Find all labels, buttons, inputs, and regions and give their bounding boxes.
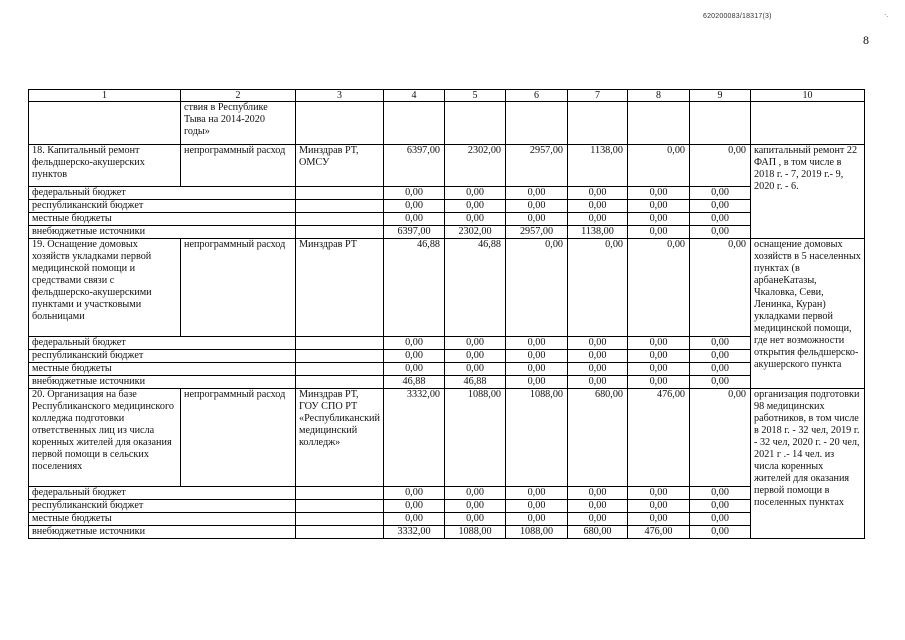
table-cell xyxy=(296,487,384,500)
funding-row xyxy=(29,200,865,213)
value-cell: 0,00 xyxy=(628,239,690,337)
value-cell: 3332,00 xyxy=(384,389,445,487)
value-cell: 0,00 xyxy=(384,487,445,500)
budget-table xyxy=(28,89,865,539)
funding-source-label: республиканский бюджет xyxy=(29,350,296,363)
value-cell: 0,00 xyxy=(445,363,506,376)
value-cell: 6397,00 xyxy=(384,145,445,187)
column-number: 8 xyxy=(628,90,690,102)
value-cell: 1138,00 xyxy=(568,226,628,239)
value-cell: 0,00 xyxy=(690,213,751,226)
column-number: 2 xyxy=(181,90,296,102)
value-cell: 0,00 xyxy=(690,487,751,500)
table-cell xyxy=(296,350,384,363)
value-cell: 0,00 xyxy=(628,350,690,363)
table-cell xyxy=(29,102,181,145)
value-cell: 0,00 xyxy=(690,187,751,200)
value-cell: 0,00 xyxy=(690,337,751,350)
funding-row xyxy=(29,187,865,200)
funding-row xyxy=(29,226,865,239)
funding-source-label: внебюджетные источники xyxy=(29,226,296,239)
value-cell: 0,00 xyxy=(384,513,445,526)
column-number: 4 xyxy=(384,90,445,102)
document-id: 620200083/18317(3) xyxy=(703,13,772,20)
value-cell: 2302,00 xyxy=(445,226,506,239)
value-cell: 0,00 xyxy=(690,145,751,187)
funding-source-label: внебюджетные источники xyxy=(29,376,296,389)
table-cell xyxy=(296,200,384,213)
value-cell: 0,00 xyxy=(690,526,751,539)
table-cell xyxy=(296,500,384,513)
value-cell: 0,00 xyxy=(506,487,568,500)
funding-source-label: местные бюджеты xyxy=(29,513,296,526)
value-cell: 0,00 xyxy=(384,363,445,376)
value-cell: 0,00 xyxy=(628,187,690,200)
value-cell: 2957,00 xyxy=(506,145,568,187)
funding-source-label: федеральный бюджет xyxy=(29,487,296,500)
value-cell: 0,00 xyxy=(568,513,628,526)
value-cell: 0,00 xyxy=(628,200,690,213)
funding-row xyxy=(29,376,865,389)
section-main-row xyxy=(29,239,865,337)
value-cell: 0,00 xyxy=(690,350,751,363)
funding-source-label: республиканский бюджет xyxy=(29,200,296,213)
value-cell: 1088,00 xyxy=(506,389,568,487)
value-cell: 0,00 xyxy=(628,145,690,187)
value-cell: 0,00 xyxy=(568,487,628,500)
value-cell: 0,00 xyxy=(445,500,506,513)
table-cell xyxy=(296,187,384,200)
table-cell xyxy=(751,102,865,145)
section-title: 20. Организация на базе Республиканского медицинского колледжа подготовки ответственных лиц из числа коренных жителей для оказания первой помощи в сельских поселениях xyxy=(29,389,181,487)
table-cell xyxy=(296,213,384,226)
value-cell: 680,00 xyxy=(568,389,628,487)
table-cell xyxy=(296,226,384,239)
value-cell: 0,00 xyxy=(445,487,506,500)
value-cell: 0,00 xyxy=(384,500,445,513)
section-type: непрограммный расход xyxy=(181,145,296,187)
value-cell: 0,00 xyxy=(690,389,751,487)
section-main-row xyxy=(29,389,865,487)
value-cell: 0,00 xyxy=(568,200,628,213)
table-cell xyxy=(506,102,568,145)
value-cell: 0,00 xyxy=(506,239,568,337)
value-cell: 0,00 xyxy=(568,213,628,226)
column-number: 6 xyxy=(506,90,568,102)
value-cell: 0,00 xyxy=(628,226,690,239)
funding-row xyxy=(29,350,865,363)
funding-source-label: федеральный бюджет xyxy=(29,337,296,350)
value-cell: 0,00 xyxy=(628,363,690,376)
table-cell xyxy=(296,526,384,539)
funding-row xyxy=(29,500,865,513)
section-executor: Минздрав РТ, ОМСУ xyxy=(296,145,384,187)
value-cell: 0,00 xyxy=(568,350,628,363)
value-cell: 0,00 xyxy=(690,200,751,213)
table-cell xyxy=(296,337,384,350)
value-cell: 0,00 xyxy=(506,513,568,526)
section-result: оснащение домовых хозяйств в 5 населенных пунктах (в арбанеКатазы, Чкаловка, Севи, Ленинка, Куран) укладками первой медицинской помощи, где нет возможности открытия фельдшерско-акушерского пункта xyxy=(751,239,865,389)
value-cell: 0,00 xyxy=(506,187,568,200)
value-cell: 0,00 xyxy=(690,239,751,337)
value-cell: 0,00 xyxy=(628,513,690,526)
value-cell: 0,00 xyxy=(506,376,568,389)
column-number: 7 xyxy=(568,90,628,102)
table-cell xyxy=(296,363,384,376)
value-cell: 0,00 xyxy=(568,376,628,389)
value-cell: 0,00 xyxy=(628,376,690,389)
value-cell: 476,00 xyxy=(628,526,690,539)
section-result: капитальный ремонт 22 ФАП , в том числе в 2018 г. - 7, 2019 г.- 9, 2020 г. - 6. xyxy=(751,145,865,239)
table-cell xyxy=(628,102,690,145)
table-cell xyxy=(568,102,628,145)
value-cell: 0,00 xyxy=(568,239,628,337)
value-cell: 46,88 xyxy=(384,376,445,389)
section-main-row xyxy=(29,145,865,187)
value-cell: 0,00 xyxy=(690,363,751,376)
funding-source-label: местные бюджеты xyxy=(29,213,296,226)
funding-row xyxy=(29,363,865,376)
table-cell xyxy=(296,376,384,389)
value-cell: 0,00 xyxy=(628,213,690,226)
section-executor: Минздрав РТ xyxy=(296,239,384,337)
value-cell: 0,00 xyxy=(445,513,506,526)
corner-mark: ·. xyxy=(884,11,889,19)
column-number: 5 xyxy=(445,90,506,102)
value-cell: 1138,00 xyxy=(568,145,628,187)
value-cell: 680,00 xyxy=(568,526,628,539)
funding-row xyxy=(29,213,865,226)
continuation-row xyxy=(29,102,865,145)
value-cell: 0,00 xyxy=(506,337,568,350)
continuation-text: ствия в Республике Тыва на 2014-2020 годы» xyxy=(181,102,296,145)
value-cell: 0,00 xyxy=(445,200,506,213)
value-cell: 0,00 xyxy=(690,513,751,526)
value-cell: 0,00 xyxy=(628,500,690,513)
value-cell: 0,00 xyxy=(628,337,690,350)
column-number: 9 xyxy=(690,90,751,102)
funding-source-label: республиканский бюджет xyxy=(29,500,296,513)
value-cell: 476,00 xyxy=(628,389,690,487)
value-cell: 0,00 xyxy=(568,337,628,350)
value-cell: 46,88 xyxy=(445,239,506,337)
table-cell xyxy=(445,102,506,145)
value-cell: 0,00 xyxy=(384,187,445,200)
value-cell: 0,00 xyxy=(690,500,751,513)
value-cell: 0,00 xyxy=(445,213,506,226)
table-cell xyxy=(384,102,445,145)
value-cell: 0,00 xyxy=(690,376,751,389)
value-cell: 2957,00 xyxy=(506,226,568,239)
column-number: 10 xyxy=(751,90,865,102)
value-cell: 0,00 xyxy=(506,350,568,363)
value-cell: 1088,00 xyxy=(445,389,506,487)
value-cell: 0,00 xyxy=(690,226,751,239)
value-cell: 0,00 xyxy=(445,187,506,200)
section-executor: Минздрав РТ, ГОУ СПО РТ «Республиканский медицинский колледж» xyxy=(296,389,384,487)
value-cell: 2302,00 xyxy=(445,145,506,187)
value-cell: 0,00 xyxy=(506,500,568,513)
funding-source-label: местные бюджеты xyxy=(29,363,296,376)
value-cell: 0,00 xyxy=(568,500,628,513)
funding-row xyxy=(29,337,865,350)
table-cell xyxy=(296,513,384,526)
value-cell: 1088,00 xyxy=(445,526,506,539)
section-type: непрограммный расход xyxy=(181,239,296,337)
value-cell: 0,00 xyxy=(384,350,445,363)
column-number-row xyxy=(29,90,865,102)
column-number: 1 xyxy=(29,90,181,102)
value-cell: 0,00 xyxy=(384,337,445,350)
section-result: организация подготовки 98 медицинских работников, в том числе в 2018 г. - 32 чел, 2019 г. - 32 чел, 2020 г. - 20 чел, 2021 г .- 14 чел. из числа коренных жителей для оказания первой помощи в поселенных пунктах xyxy=(751,389,865,539)
value-cell: 0,00 xyxy=(506,213,568,226)
section-title: 19. Оснащение домовых хозяйств укладками первой медицинской помощи и средствами связи с фельдшерско-акушерскими пунктами и участковыми больницами xyxy=(29,239,181,337)
funding-source-label: федеральный бюджет xyxy=(29,187,296,200)
value-cell: 46,88 xyxy=(384,239,445,337)
section-title: 18. Капитальный ремонт фельдшерско-акушерских пунктов xyxy=(29,145,181,187)
value-cell: 0,00 xyxy=(568,363,628,376)
table-cell xyxy=(690,102,751,145)
funding-row xyxy=(29,513,865,526)
section-type: непрограммный расход xyxy=(181,389,296,487)
value-cell: 46,88 xyxy=(445,376,506,389)
funding-row xyxy=(29,487,865,500)
funding-row xyxy=(29,526,865,539)
value-cell: 0,00 xyxy=(384,200,445,213)
table-cell xyxy=(296,102,384,145)
value-cell: 0,00 xyxy=(445,350,506,363)
funding-source-label: внебюджетные источники xyxy=(29,526,296,539)
value-cell: 0,00 xyxy=(628,487,690,500)
value-cell: 0,00 xyxy=(506,363,568,376)
value-cell: 0,00 xyxy=(568,187,628,200)
value-cell: 6397,00 xyxy=(384,226,445,239)
value-cell: 3332,00 xyxy=(384,526,445,539)
column-number: 3 xyxy=(296,90,384,102)
value-cell: 0,00 xyxy=(506,200,568,213)
page-number: 8 xyxy=(863,33,869,47)
value-cell: 0,00 xyxy=(445,337,506,350)
value-cell: 0,00 xyxy=(384,213,445,226)
value-cell: 1088,00 xyxy=(506,526,568,539)
